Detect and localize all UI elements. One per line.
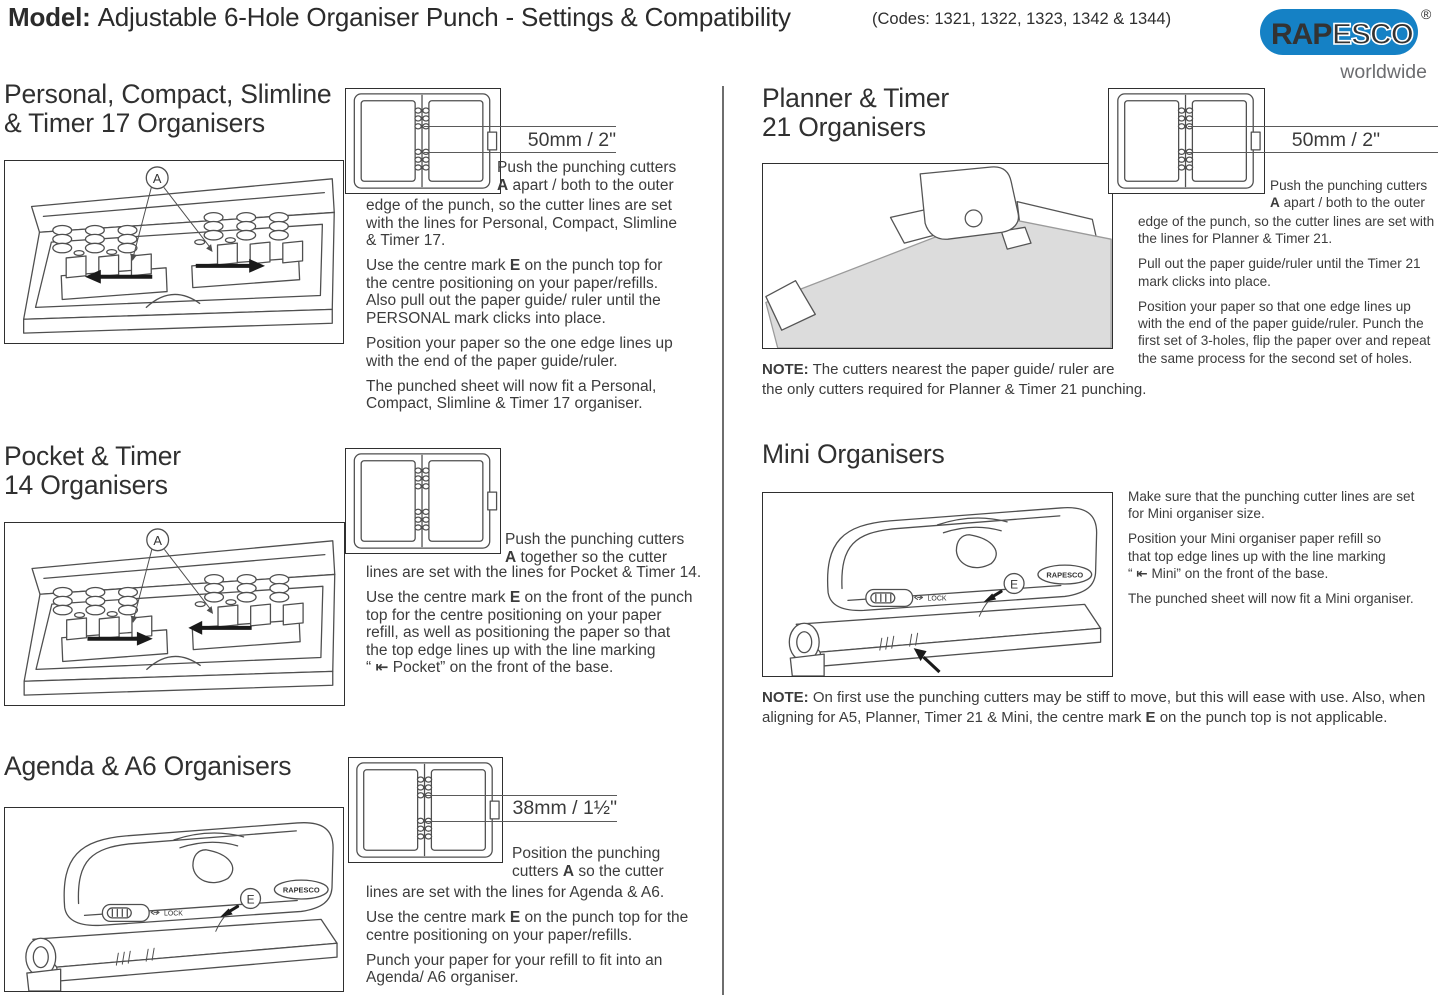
measurement-line-bottom xyxy=(1184,152,1438,153)
paragraph: edge of the punch, so the cutter lines are set with the lines for Planner & Timer 21. xyxy=(1138,214,1435,247)
pocket-organiser-diagram xyxy=(345,448,501,554)
planner-instructions xyxy=(1138,213,1445,375)
paragraph: Position your Mini organiser paper refill so that top edge lines up with the line marking “ ⇤ Mini” on the front of the base. xyxy=(1128,531,1386,582)
paragraph: Make sure that the punching cutter lines are set for Mini organiser size. xyxy=(1128,489,1415,522)
planner-intro-text: Push the punching cutters A apart / both to the outer xyxy=(1270,178,1428,211)
section-planner-heading: Planner & Timer 21 Organisers xyxy=(762,83,949,142)
paragraph: The punched sheet will now fit a Mini organiser. xyxy=(1128,591,1414,607)
paragraph: Position your paper so that one edge lines up with the end of the paper guide/ruler. Punch the first set of 3-holes, flip the paper over and repeat the same process for the second set of holes. xyxy=(1138,298,1431,366)
personal-punch-diagram xyxy=(4,160,344,344)
personal-intro-text: Push the punching cutters A apart / both to the outer xyxy=(497,159,677,194)
section-pocket-heading: Pocket & Timer 14 Organisers xyxy=(4,441,181,500)
column-divider xyxy=(722,86,724,995)
general-note: NOTE: On first use the punching cutters may be stiff to move, but this will ease with use. Also, when aligning for A5, Planner, Timer 21 & Mini, the centre mark E on the punch top is not applicable. xyxy=(762,689,1426,726)
section-agenda-heading: Agenda & A6 Organisers xyxy=(4,751,292,781)
paragraph: Use the centre mark E on the punch top for the centre positioning on your paper/refills. Also pull out the paper guide/ ruler until the PERSONAL mark clicks into place. xyxy=(366,257,663,328)
punch-with-paper-icon xyxy=(766,167,1111,348)
pocket-punch-diagram xyxy=(4,522,345,706)
logo-text-esco: ESCO xyxy=(1332,18,1414,51)
agenda-measurement: 38mm / 1½" xyxy=(512,797,617,819)
page-title xyxy=(8,2,791,33)
planner-measurement: 50mm / 2" xyxy=(1291,129,1380,151)
model-label: Model: xyxy=(8,2,91,32)
planner-punch-diagram xyxy=(762,163,1113,349)
mini-punch-diagram xyxy=(762,492,1113,677)
paragraph: edge of the punch, so the cutter lines are set with the lines for Personal, Compact, Slimline & Timer 17. xyxy=(366,197,677,250)
model-title: Adjustable 6-Hole Organiser Punch - Settings & Compatibility xyxy=(97,2,791,32)
logo-tagline: worldwide xyxy=(1340,61,1427,83)
rapesco-logo xyxy=(1258,2,1444,62)
agenda-punch-diagram xyxy=(4,807,344,992)
measurement-line-top xyxy=(1188,126,1438,127)
paragraph: lines are set with the lines for Pocket & Timer 14. xyxy=(366,564,702,581)
measurement-line-bottom xyxy=(424,152,616,153)
measurement-line-top xyxy=(424,126,616,127)
model-codes: (Codes: 1321, 1322, 1323, 1342 & 1344) xyxy=(872,10,1172,28)
section-personal-heading: Personal, Compact, Slimline & Timer 17 Organisers xyxy=(4,79,332,138)
paragraph: Use the centre mark E on the punch top for the centre positioning on your paper/refills. xyxy=(366,909,689,944)
agenda-instructions xyxy=(366,884,716,994)
paragraph: Use the centre mark E on the front of the punch top for the centre positioning on your paper refill, as well as positioning the paper so that the top edge lines up with the line marking “ ⇤ Pocket” on the front of the base. xyxy=(366,589,693,677)
paragraph: Punch your paper for your refill to fit into an Agenda/ A6 organiser. xyxy=(366,951,663,987)
measurement-line-bottom xyxy=(426,821,617,822)
agenda-intro-text: Position the punching cutters A so the cutter xyxy=(512,845,664,880)
mini-instructions xyxy=(1128,488,1445,615)
paragraph: Pull out the paper guide/ruler until the Timer 21 mark clicks into place. xyxy=(1138,256,1421,289)
pocket-instructions xyxy=(366,564,716,685)
personal-measurement: 50mm / 2" xyxy=(527,129,616,151)
section-mini-heading: Mini Organisers xyxy=(762,439,945,469)
measurement-line-top xyxy=(426,795,617,796)
planner-note: NOTE: The cutters nearest the paper guide/ ruler are the only cutters required for Planner & Timer 21 punching. xyxy=(762,361,1147,398)
paragraph: The punched sheet will now fit a Personal, Compact, Slimline & Timer 17 organiser. xyxy=(366,377,657,413)
rapesco-logo-icon xyxy=(1258,2,1444,62)
paragraph: Position your paper so the one edge lines up with the end of the paper guide/ruler. xyxy=(366,335,673,370)
paragraph: lines are set with the lines for Agenda & A6. xyxy=(366,884,665,901)
personal-instructions xyxy=(366,197,711,421)
pocket-intro-text: Push the punching cutters A together so the cutter xyxy=(505,531,685,566)
logo-text-rap: RAP xyxy=(1271,18,1332,51)
registered-mark-icon: ® xyxy=(1421,6,1432,22)
